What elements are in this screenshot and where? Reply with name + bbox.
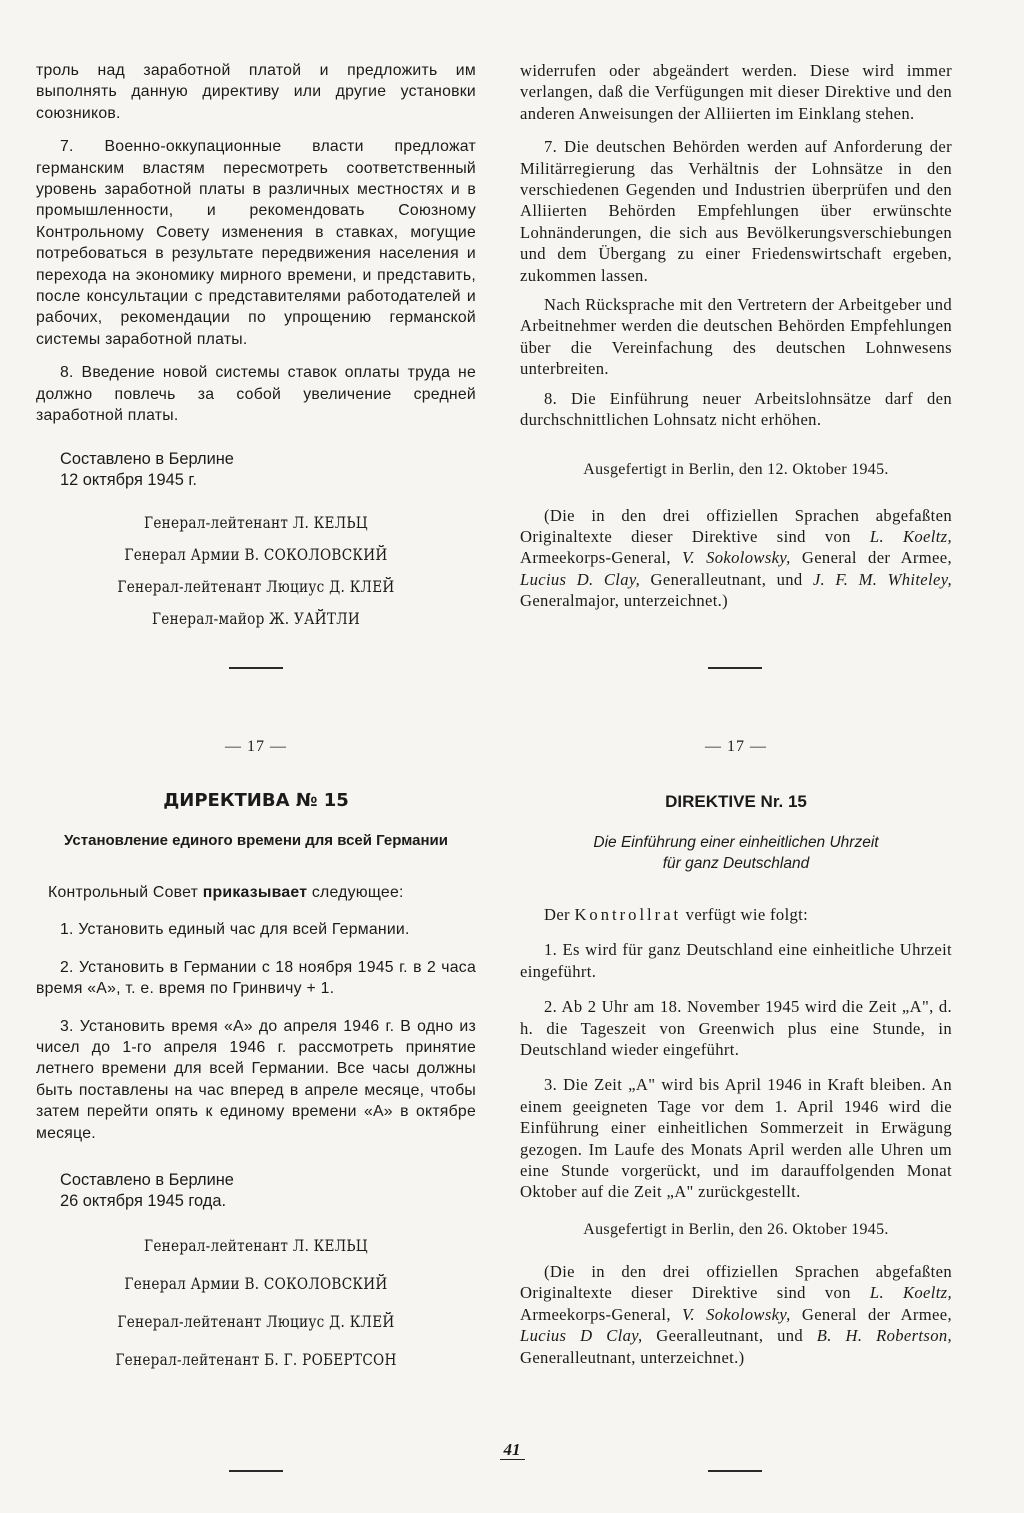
ru-signature: Генерал-лейтенант Люциус Д. КЛЕЙ bbox=[117, 1312, 395, 1331]
ru-signature: Генерал-лейтенант Люциус Д. КЛЕЙ bbox=[117, 578, 395, 597]
de-bottom-paragraph: 1. Es wird für ganz Deutschland eine einheitliche Uhrzeit eingeführt. bbox=[520, 940, 952, 981]
ru-signature: Генерал Армии В. СОКОЛОВСКИЙ bbox=[124, 1274, 388, 1293]
de-intro: Der Kontrollrat verfügt wie folgt: bbox=[544, 905, 809, 924]
ru-top-paragraph: 8. Введение новой системы ставок оплаты труда не должно повлечь за собой увеличение средней заработной платы. bbox=[36, 364, 476, 425]
ru-date-line: 12 октября 1945 г. bbox=[60, 470, 197, 489]
ru-bottom-column bbox=[36, 882, 476, 1379]
ru-place-line: Составлено в Берлине bbox=[60, 1171, 234, 1190]
ru-directive-subtitle: Установление единого времени для всей Германии bbox=[64, 832, 448, 849]
ru-signature: Генерал Армии В. СОКОЛОВСКИЙ bbox=[124, 546, 388, 565]
ru-bottom-paragraph: 1. Установить единый час для всей Германии. bbox=[60, 921, 410, 939]
ru-bottom-paragraph: 2. Установить в Германии с 18 ноября 1945 г. в 2 часа время «А», т. е. время по Гринвичу + 1. bbox=[36, 958, 476, 998]
ru-signature: Генерал-лейтенант Л. КЕЛЬЦ bbox=[144, 1236, 368, 1255]
de-dated-line: Ausgefertigt in Berlin, den 12. Oktober 1945. bbox=[583, 460, 889, 478]
ru-top-paragraph: троль над заработной платой и предложить им выполнять данную директиву или другие установки союзников. bbox=[36, 62, 476, 122]
section-divider bbox=[708, 1470, 762, 1472]
de-top-paragraph: 8. Die Einführung neuer Arbeitslohnsätze darf den durchschnittlichen Lohnsatz nicht erhöhen. bbox=[520, 388, 952, 430]
de-top-paragraph: widerrufen oder abgeändert werden. Diese wird immer verlangen, daß die Verfügungen mit dieser Direktive und den anderen Anweisungen der Alliierten im Einklang stehen. bbox=[520, 61, 952, 123]
de-signature-note: (Die in den drei offiziellen Sprachen abgefaßten Originaltexte dieser Direktive sind von L. Koeltz, Armeekorps-General, V. Sokolowsky, General der Armee, Lucius D Clay, Geeralleutnant, und B. H. Robertson, Generalleutnant, unterzeichnet.) bbox=[520, 1261, 952, 1367]
de-top-paragraph: Nach Rücksprache mit den Vertretern der Arbeitgeber und Arbeitnehmer werden die deutschen Behörden Empfehlungen über die Vereinfachung des deutschen Lohnwesens unterbreiten. bbox=[520, 295, 952, 379]
de-bottom-paragraph: 3. Die Zeit „A" wird bis April 1946 in Kraft bleiben. An einem geeigneten Tage vor dem 1. April 1946 wird die Einführung einer einheitlichen Sommerzeit in Erwägung gezogen. Im Laufe des Monats April werden alle Uhren um eine Stunde vorgerückt, und im darauffolgenden Monat Oktober auf die Zeit „A" zurückgestellt. bbox=[520, 1075, 952, 1202]
ru-page-number: — 17 — bbox=[225, 738, 287, 755]
ru-signature: Генерал-лейтенант Б. Г. РОБЕРТСОН bbox=[115, 1350, 397, 1369]
de-subtitle-line: Die Einführung einer einheitlichen Uhrzeit bbox=[593, 834, 879, 851]
ru-directive-title: ДИРЕКТИВА № 15 bbox=[163, 790, 349, 811]
de-dated-line: Ausgefertigt in Berlin, den 26. Oktober 1945. bbox=[583, 1220, 889, 1238]
ru-signature: Генерал-лейтенант Л. КЕЛЬЦ bbox=[144, 514, 368, 533]
de-signature-note: (Die in den drei offiziellen Sprachen abgefaßten Originaltexte dieser Direktive sind von L. Koeltz, Armeekorps-General, V. Sokolowsky, General der Armee, Lucius D. Clay, Generalleutnant, und J. F. M. Whiteley, Generalmajor, unterzeichnet.) bbox=[520, 505, 952, 611]
ru-place-line: Составлено в Берлине bbox=[60, 449, 234, 468]
ru-top-paragraph: 7. Военно-оккупационные власти предложат германским властям пересмотреть соответственный уровень заработной платы в различных местностях и в промышленности, и рекомендовать Союзному Контрольному Совету изменения в ставках, могущие потребоваться в результате передвижения населения и перехода на экономику мирного времени, и представить, после консультации с представителями работодателей и рабочих, рекомендации по упрощению германской системы заработной платы. bbox=[36, 138, 476, 348]
de-top-paragraph: 7. Die deutschen Behörden werden auf Anforderung der Militärregierung das Verhältnis der Lohnsätze in den verschiedenen Gegenden und Industrien überprüfen und den Alliierten Behörden Empfehlungen über erwünschte Lohnänderungen, die sich aus Bevölkerungsverschiebungen und dem Übergang zu einer Friedenswirtschaft ergeben, zukommen lassen. bbox=[520, 137, 952, 285]
section-divider bbox=[229, 667, 283, 669]
section-divider bbox=[229, 1470, 283, 1472]
ru-intro: Контрольный Совет приказывает следующее: bbox=[48, 884, 404, 901]
de-subtitle-line: für ganz Deutschland bbox=[662, 855, 810, 872]
ru-signature: Генерал-майор Ж. УАЙТЛИ bbox=[151, 610, 361, 629]
ru-date-line: 26 октября 1945 года. bbox=[60, 1192, 227, 1211]
de-directive-subtitle bbox=[520, 832, 952, 874]
de-bottom-column bbox=[520, 904, 952, 1368]
de-bottom-paragraph: 2. Ab 2 Uhr am 18. November 1945 wird die Zeit „A", d. h. die Tageszeit von Greenwich plus eine Stunde, in Deutschland wieder eingeführt. bbox=[520, 997, 952, 1060]
section-divider bbox=[708, 667, 762, 669]
folio-page-number: 41 bbox=[472, 1440, 552, 1460]
de-directive-title: DIREKTIVE Nr. 15 bbox=[665, 792, 807, 811]
de-page-number: — 17 — bbox=[705, 738, 767, 755]
ru-bottom-paragraph: 3. Установить время «А» до апреля 1946 г. В одно из чисел до 1-го апреля 1946 г. рассмотреть принятие летнего времени для всей Германии. Все часы должны быть поставлены на час вперед в апреле месяце, чтобы затем перейти опять к единому времени «А» в октябре месяце. bbox=[36, 1017, 476, 1142]
de-top-column bbox=[520, 60, 952, 612]
ru-top-column bbox=[36, 60, 476, 635]
